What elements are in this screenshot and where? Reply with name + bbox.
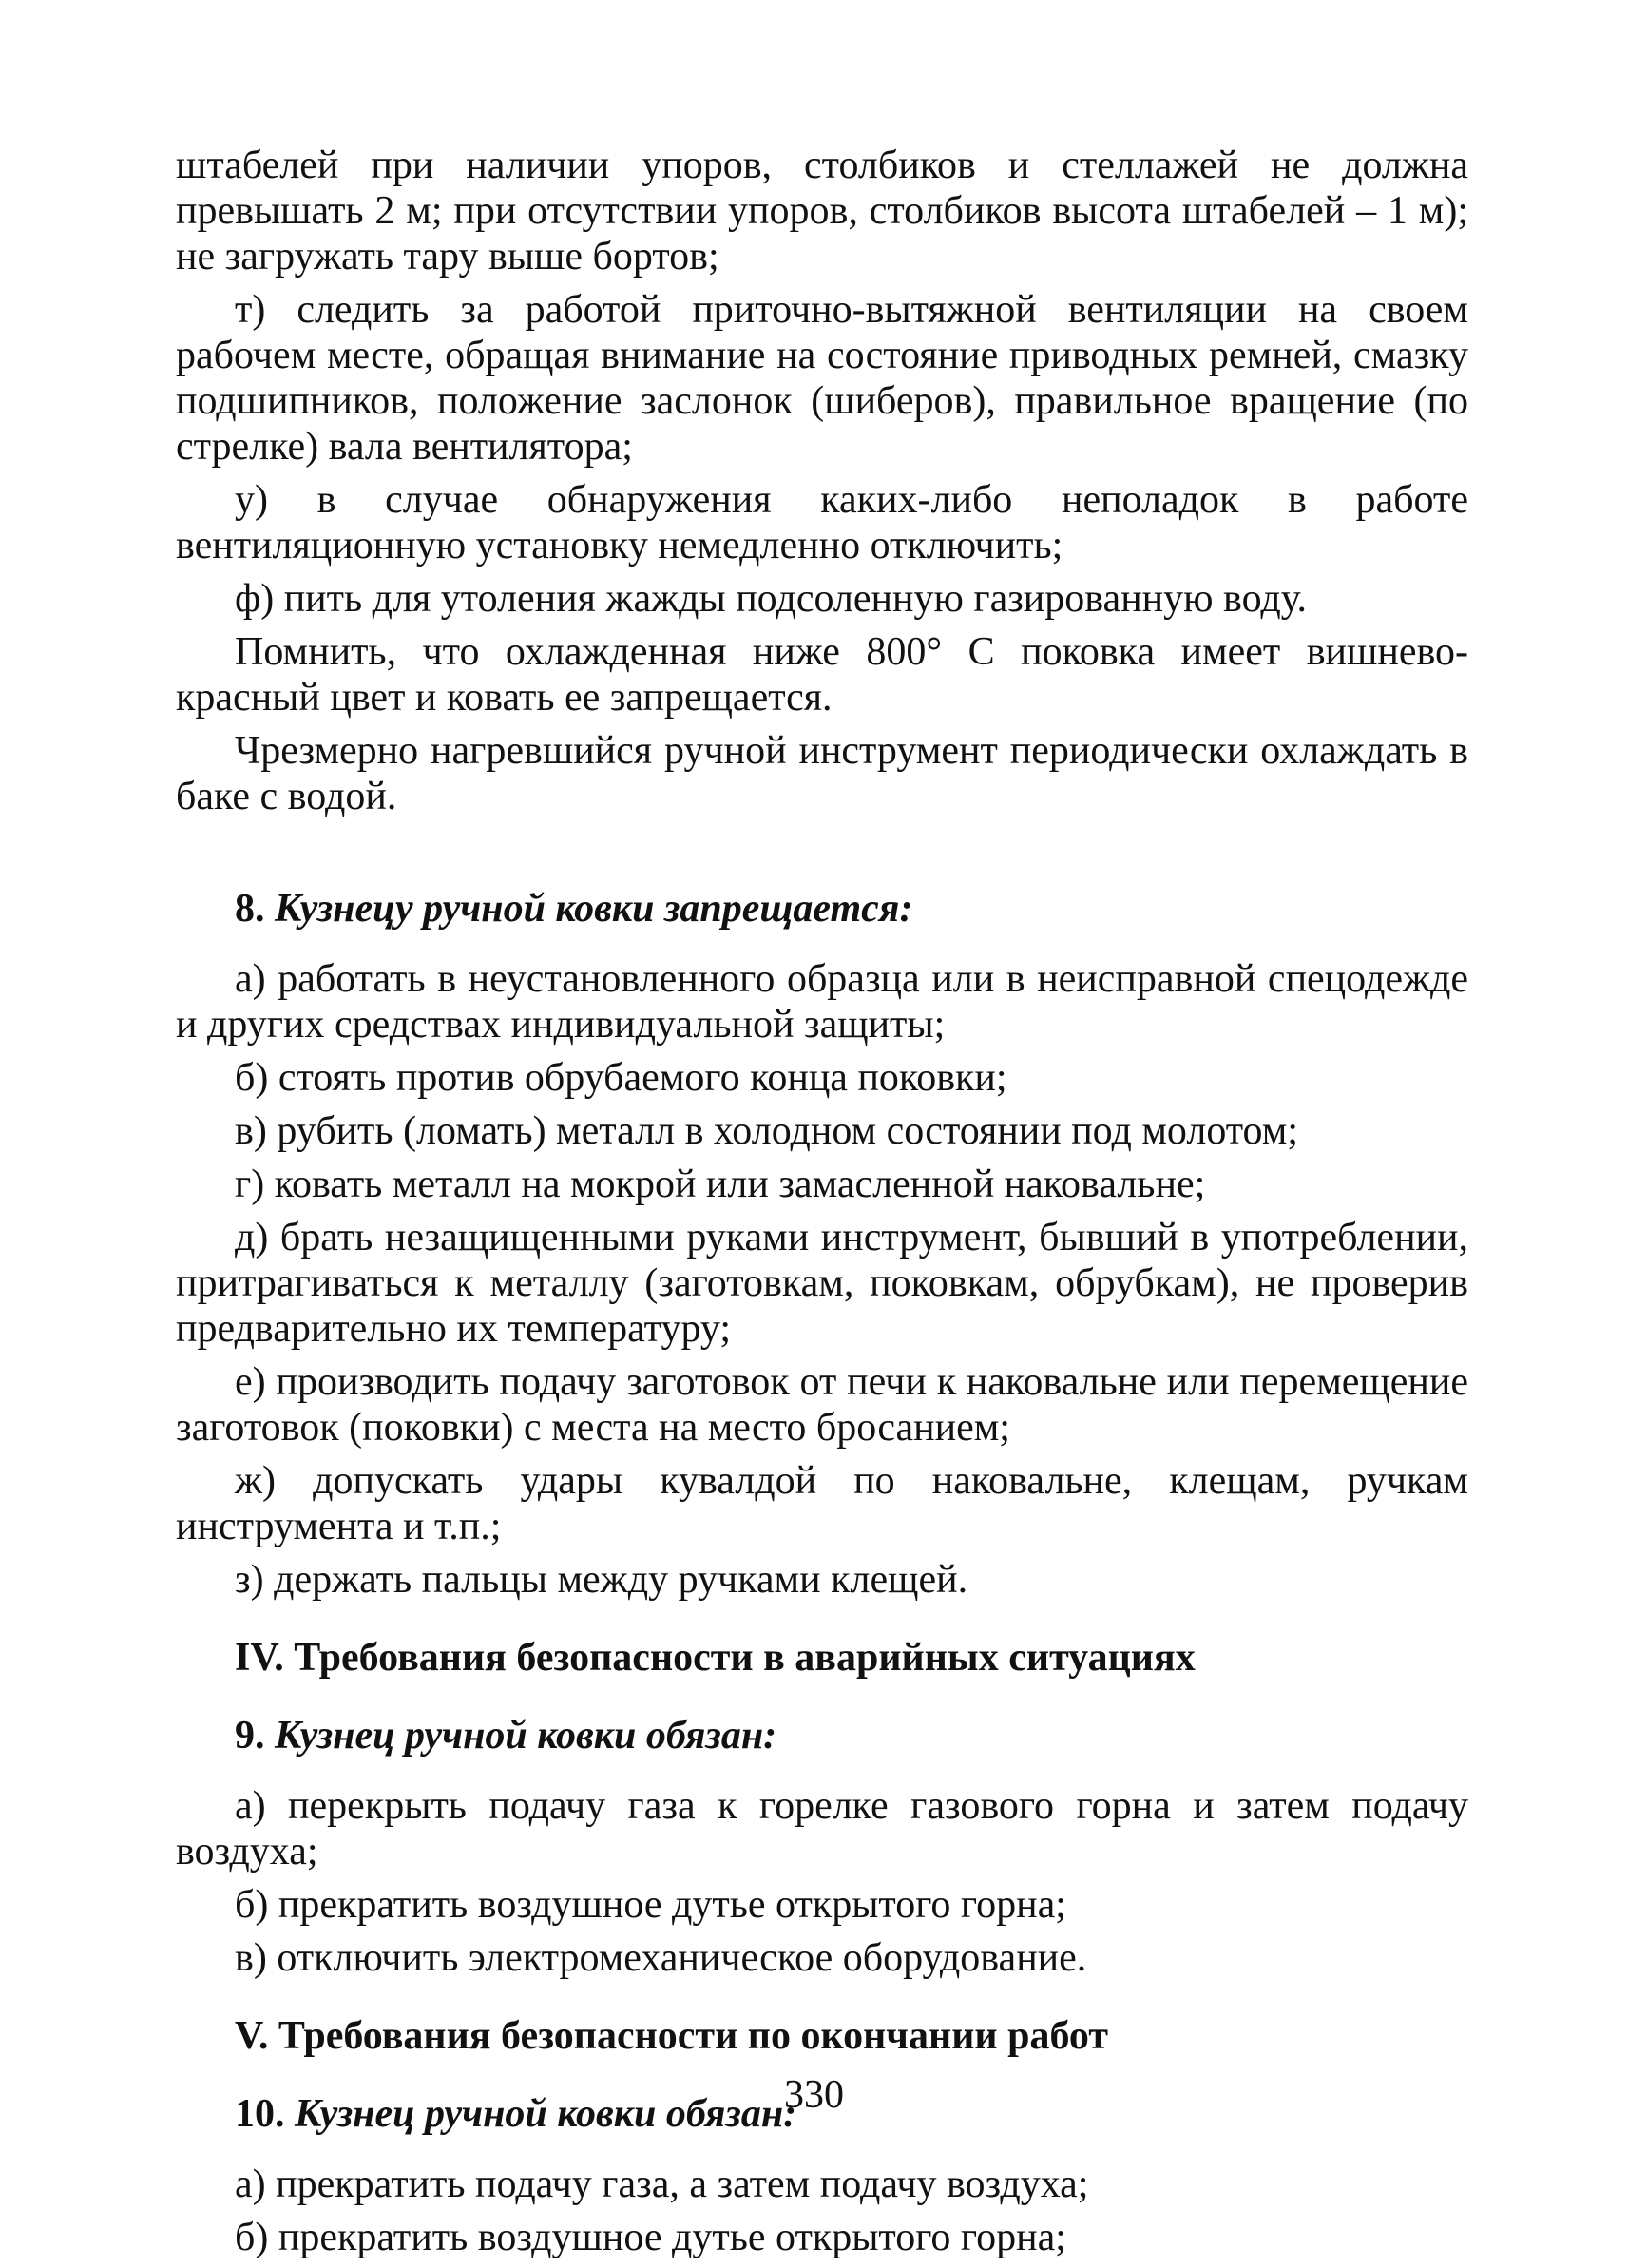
paragraph: ж) допускать удары кувалдой по наковальне, клещам, ручкам инструмента и т.п.; xyxy=(176,1459,1468,1548)
paragraph: б) стоять против обрубаемого конца поковки; xyxy=(235,1056,1007,1100)
paragraph: Помнить, что охлажденная ниже 800° С поковка имеет вишнево-красный цвет и ковать ее запрещается. xyxy=(176,630,1468,720)
paragraph: а) перекрыть подачу газа к горелке газового горна и затем подачу воздуха; xyxy=(176,1784,1468,1874)
paragraph: д) брать незащищенными руками инструмент, бывший в употреблении, притрагиваться к металлу (заготовкам, поковкам, обрубкам), не проверив предварительно их температуру; xyxy=(176,1216,1468,1351)
paragraph: б) прекратить воздушное дутье открытого горна; xyxy=(235,1883,1066,1927)
paragraph: ф) пить для утоления жажды подсоленную газированную воду. xyxy=(235,577,1308,621)
paragraph: б) прекратить воздушное дутье открытого горна; xyxy=(235,2216,1066,2259)
paragraph: а) работать в неустановленного образца или в неисправной спецодежде и других средствах индивидуальной защиты; xyxy=(176,957,1468,1047)
paragraph: а) прекратить подачу газа, а затем подачу воздуха; xyxy=(235,2162,1089,2206)
paragraph: штабелей при наличии упоров, столбиков и стеллажей не должна превышать 2 м; при отсутствии упоров, столбиков высота штабелей – 1 м); не загружать тару выше бортов; xyxy=(176,144,1468,279)
paragraph: з) держать пальцы между ручками клещей. xyxy=(235,1558,968,1602)
item-heading-text: Кузнецу ручной ковки запрещается: xyxy=(275,887,913,931)
section-heading: IV. Требования безопасности в аварийных ситуациях xyxy=(235,1636,1196,1680)
item-number: 8. xyxy=(235,887,265,931)
paragraph: г) ковать металл на мокрой или замасленной наковальне; xyxy=(235,1163,1206,1206)
paragraph: в) отключить электромеханическое оборудование. xyxy=(235,1936,1087,1980)
paragraph: у) в случае обнаружения каких-либо неполадок в работе вентиляционную установку немедленно отключить; xyxy=(176,478,1468,567)
page-number: 330 xyxy=(784,2073,844,2117)
section-heading: V. Требования безопасности по окончании работ xyxy=(235,2014,1108,2058)
item-heading xyxy=(176,886,1468,932)
paragraph: т) следить за работой приточно-вытяжной вентиляции на своем рабочем месте, обращая внимание на состояние приводных ремней, смазку подшипников, положение заслонок (шиберов), правильное вращение (по стрелке) вала вентилятора; xyxy=(176,288,1468,469)
page-body xyxy=(176,143,1468,2268)
paragraph: в) рубить (ломать) металл в холодном состоянии под молотом; xyxy=(235,1109,1299,1153)
item-number: 9. xyxy=(235,1714,265,1758)
paragraph: е) производить подачу заготовок от печи к наковальне или перемещение заготовок (поковки) с места на место бросанием; xyxy=(176,1360,1468,1450)
item-heading-text: Кузнец ручной ковки обязан: xyxy=(275,1714,777,1758)
item-heading xyxy=(176,1713,1468,1759)
item-heading-text: Кузнец ручной ковки обязан: xyxy=(295,2092,797,2136)
item-number: 10. xyxy=(235,2092,285,2136)
paragraph: Чрезмерно нагревшийся ручной инструмент периодически охлаждать в баке с водой. xyxy=(176,729,1468,818)
